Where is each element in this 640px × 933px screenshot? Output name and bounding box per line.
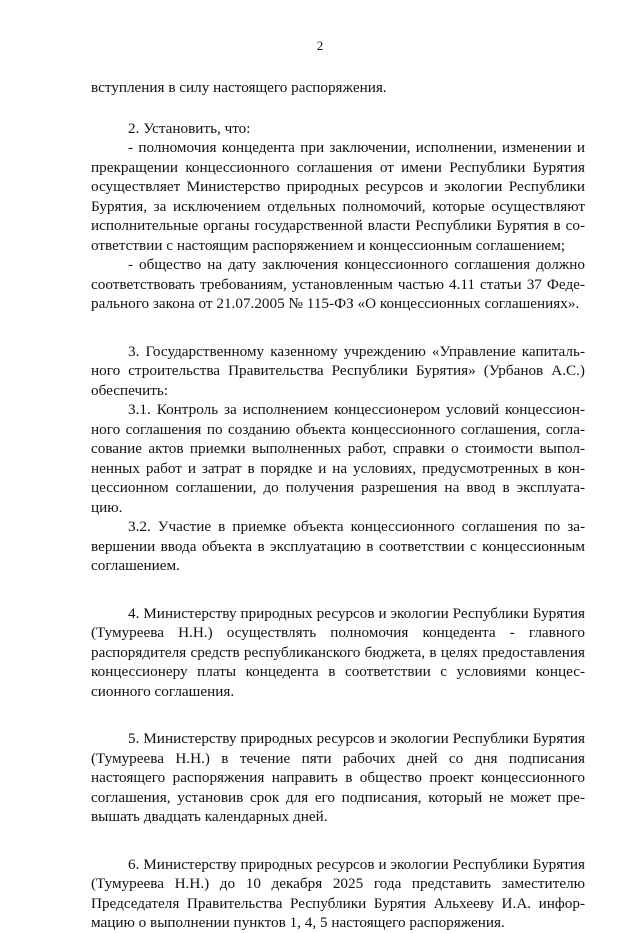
document-body [91, 78, 585, 933]
spacer [91, 701, 585, 729]
paragraph-continuation: вступления в силу настоящего распоряжения. [91, 79, 387, 96]
spacer [91, 314, 585, 342]
spacer [91, 827, 585, 855]
paragraph-item-3: 3. Государственному казенному учреждению «Управление капитального строительства Правительства Республики Бурятия» (Урбанов А.С.) обеспечить: [91, 342, 585, 399]
paragraph-item-3-1: 3.1. Контроль за исполнением концессионером условий концессионного соглашения по созданию объекта концессионного соглашения, согласование актов приемки выполненных работ, справки о стоимости выполненных работ и затрат в порядке и на условиях, предусмотренных в концессионном соглашении, до получения разрешения на ввод в эксплуатацию. [91, 401, 585, 516]
paragraph-item-5: 5. Министерству природных ресурсов и экологии Республики Бурятия (Тумуреева Н.Н.) в течение пяти рабочих дней со дня подписания настоящего распоряжения направить в общество проект концессионного соглашения, установив срок для его подписания, который не может превышать двадцать календарных дней. [91, 730, 585, 825]
paragraph-item-2-heading: 2. Установить, что: [128, 119, 251, 137]
paragraph-item-4: 4. Министерству природных ресурсов и экологии Республики Бурятия (Тумуреева Н.Н.) осуществлять полномочия концедента - главного распорядителя средств республиканского бюджета, в целях предоставления концессионеру платы концедента в соответствии с условиями концессионного соглашения. [91, 604, 585, 700]
paragraph-item-6: 6. Министерству природных ресурсов и экологии Республики Бурятия (Тумуреева Н.Н.) до 10 декабря 2025 года представить заместителю Председателя Правительства Республики Бурятия Альхееву И.А. информацию о выполнении пунктов 1, 4, 5 настоящего распоряжения. [91, 855, 585, 931]
paragraph-item-2-bullet-1: - полномочия концедента при заключении, исполнении, изменении и прекращении концессионного соглашения от имени Республики Бурятия осуществляет Министерство природных ресурсов и экологии Республики Бурятия, за исключением отдельных полномочий, которые осуществляют исполнительные органы государственной власти Республики Бурятия в соответствии с настоящим распоряжением и концессионным соглашением; [91, 139, 585, 254]
spacer [91, 576, 585, 604]
page-number: 2 [316, 38, 324, 53]
paragraph-item-2-bullet-2: - общество на дату заключения концессионного соглашения должно соответствовать требованиям, установленным частью 4.11 статьи 37 Федерального закона от 21.07.2005 № 115-ФЗ «О концессионных соглашениях». [91, 256, 585, 312]
spacer [91, 98, 585, 119]
paragraph-item-3-2: 3.2. Участие в приемке объекта концессионного соглашения по завершении ввода объекта в эксплуатацию в соответствии с концессионным соглашением. [91, 518, 585, 574]
